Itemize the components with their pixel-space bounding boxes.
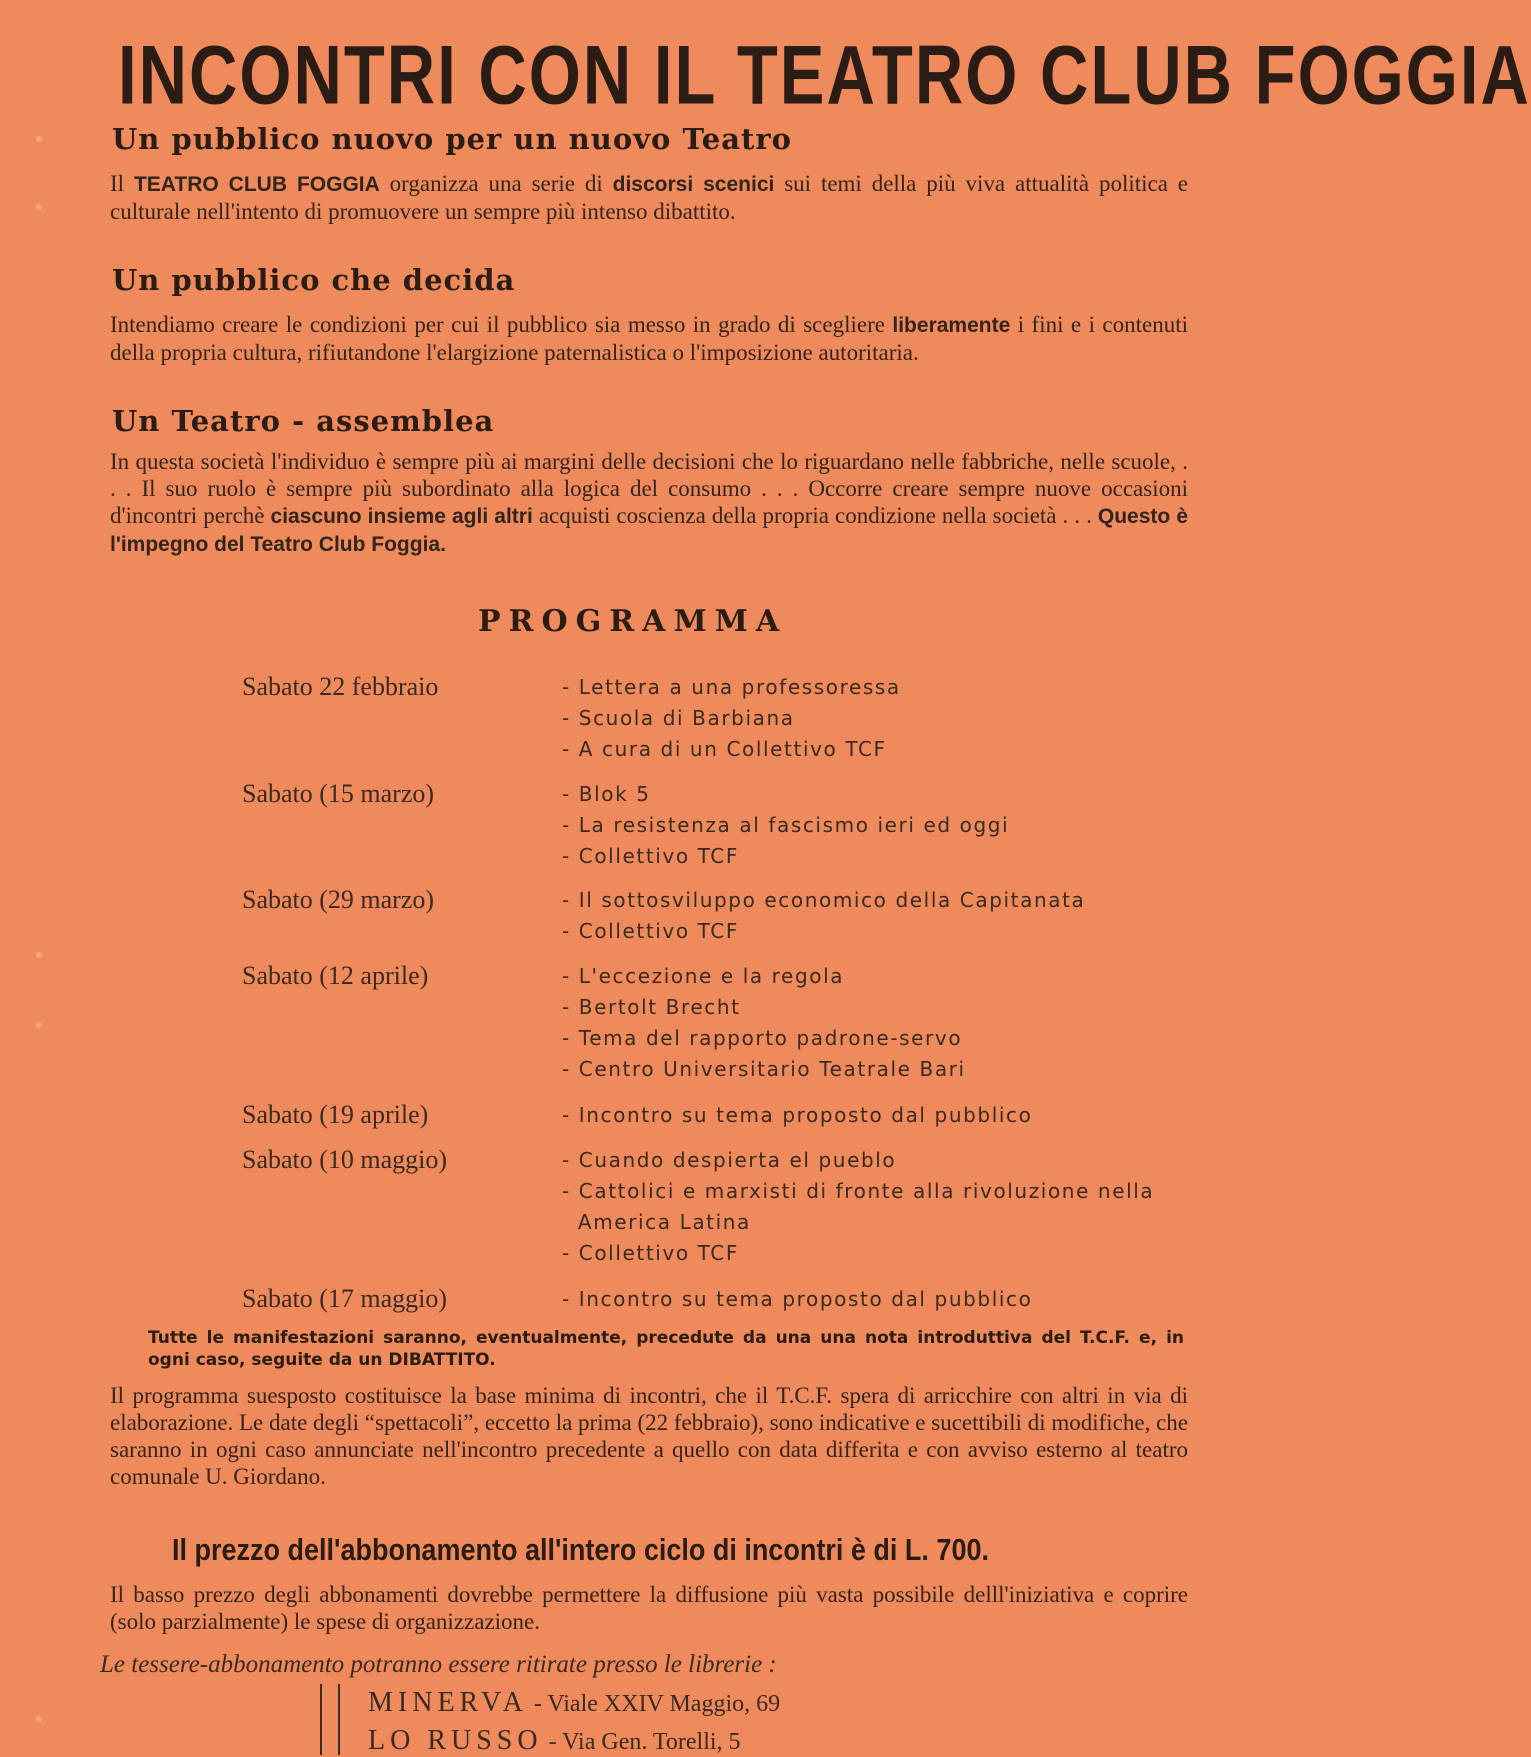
divider-bar [338, 1684, 340, 1755]
program-date: Sabato (29 marzo) [242, 885, 435, 914]
program-item: - Cuando despierta el pueblo [562, 1148, 897, 1172]
punch-hole [36, 136, 42, 142]
section-paragraph-3: In questa società l'individuo è sempre più ai margini delle decisioni che lo riguardano nelle fabbriche, nelle scuole, . . . Il suo ruolo è sempre più subordinato alla logica del consumo . . . Occorre creare sempre nuove occasioni d'incontri perchè ciascuno insieme agli altri acquisti coscienza della propria condizione nella società . . . Questo è l'impegno del Teatro Club Foggia. [110, 449, 1189, 556]
program-item: - Scuola di Barbiana [562, 706, 795, 730]
punch-hole [36, 204, 42, 210]
program-item: - Tema del rapporto padrone-servo [562, 1026, 963, 1050]
program-item: - Centro Universitario Teatrale Bari [562, 1057, 966, 1081]
subscription-price: Il prezzo dell'abbonamento all'intero ciclo di incontri è di L. 700. [172, 1533, 989, 1567]
bookshop-name: LO RUSSO [368, 1725, 543, 1756]
bookshop-address: - Via Gen. Torelli, 5 [548, 1729, 741, 1755]
program-date: Sabato (15 marzo) [242, 779, 435, 808]
program-item: - Cattolici e marxisti di fronte alla rivoluzione nella [562, 1179, 1155, 1203]
section-heading-3: Un Teatro - assemblea [112, 404, 495, 438]
bookshop-row [368, 1688, 780, 1719]
program-date: Sabato 22 febbraio [242, 672, 439, 701]
program-item: - Incontro su tema proposto dal pubblico [562, 1103, 1033, 1127]
program-item: America Latina [562, 1210, 751, 1234]
program-item: - Collettivo TCF [562, 919, 739, 943]
punch-hole [36, 1716, 42, 1722]
section-paragraph-1: Il TEATRO CLUB FOGGIA organizza una serie di discorsi scenici sui temi della più viva attualità politica e culturale nell'intento di promuovere un sempre più intenso dibattito. [110, 171, 1189, 224]
bookshop-address: - Viale XXIV Maggio, 69 [533, 1691, 781, 1717]
program-items [562, 961, 966, 1085]
program-date: Sabato (10 maggio) [242, 1145, 448, 1174]
section-paragraph-2: Intendiamo creare le condizioni per cui il pubblico sia messo in grado di scegliere liberamente i fini e i contenuti della propria cultura, rifiutandone l'elargizione paternalistica o l'imposizione autoritaria. [110, 312, 1188, 365]
poster-title: INCONTRI CON IL TEATRO CLUB FOGGIA [118, 28, 1531, 122]
bookshop-row [368, 1726, 741, 1757]
section-heading-1: Un pubblico nuovo per un nuovo Teatro [112, 122, 792, 156]
program-item: - Collettivo TCF [562, 1241, 739, 1265]
program-items [562, 779, 1009, 872]
program-item: - Lettera a una professoressa [562, 675, 901, 699]
program-item: - Blok 5 [562, 782, 651, 806]
program-items [562, 1284, 1032, 1315]
programma-title: PROGRAMMA [478, 604, 788, 639]
program-item: - La resistenza al fascismo ieri ed oggi [562, 813, 1010, 837]
program-date: Sabato (19 aprile) [242, 1100, 429, 1129]
program-note: Tutte le manifestazioni saranno, eventualmente, precedute da una una nota introduttiva del T.C.F. e, in ogni caso, seguite da un DIBATTITO. [148, 1328, 1184, 1370]
program-item: - A cura di un Collettivo TCF [562, 737, 887, 761]
program-item: - Incontro su tema proposto dal pubblico [562, 1287, 1033, 1311]
price-paragraph: Il basso prezzo degli abbonamenti dovrebbe permettere la diffusione più vasta possibile delll'iniziativa e coprire (solo parzialmente) le spese di organizzazione. [110, 1582, 1188, 1634]
program-items [562, 1100, 1032, 1131]
program-date: Sabato (12 aprile) [242, 961, 429, 990]
program-item: - Collettivo TCF [562, 844, 739, 868]
program-items [562, 885, 1085, 947]
divider-bar [320, 1684, 322, 1755]
program-items [562, 1145, 1154, 1269]
punch-hole [36, 1022, 42, 1028]
section-heading-2: Un pubblico che decida [112, 263, 516, 297]
program-item: - L'eccezione e la regola [562, 964, 845, 988]
punch-hole [36, 952, 42, 958]
tessere-line: Le tessere-abbonamento potranno essere ritirate presso le librerie : [100, 1651, 777, 1678]
bookshop-name: MINERVA [368, 1687, 528, 1718]
program-date: Sabato (17 maggio) [242, 1284, 448, 1313]
program-item: - Il sottosviluppo economico della Capitanata [562, 888, 1086, 912]
program-item: - Bertolt Brecht [562, 995, 741, 1019]
program-paragraph: Il programma suesposto costituisce la base minima di incontri, che il T.C.F. spera di arricchire con altri in via di elaborazione. Le date degli “spettacoli”, eccetto la prima (22 febbraio), sono indicative e sucettibili di modifiche, che saranno in ogni caso annunciate nell'incontro precedente a quello con data differita e con avviso esterno al teatro comunale U. Giordano. [110, 1383, 1189, 1489]
program-items [562, 672, 901, 765]
